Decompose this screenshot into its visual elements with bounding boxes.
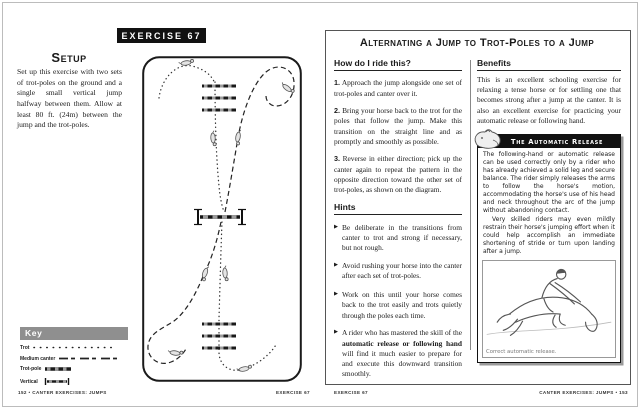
vertical-jump-icon <box>194 209 246 225</box>
hints-heading: Hints <box>334 202 462 215</box>
key-label: Medium canter <box>20 355 56 362</box>
hint-item <box>334 223 462 254</box>
figure-caption: Correct automatic release. <box>486 348 557 355</box>
left-page-footer-exercise: EXERCISE 67 <box>275 390 310 395</box>
course-diagram-svg <box>142 56 302 382</box>
key-label: Trot-pole <box>20 366 42 373</box>
jumping-horse-sketch <box>483 261 615 357</box>
right-page-footer-exercise: EXERCISE 67 <box>334 390 369 395</box>
canter-line-sample-icon <box>58 356 120 361</box>
key-legend <box>20 327 128 386</box>
key-item-trot-pole <box>20 366 128 372</box>
hint-item <box>334 290 462 321</box>
right-page-folio: CANTER EXERCISES: JUMPS • 153 <box>539 390 628 395</box>
automatic-release-heading: The Automatic Release <box>478 135 620 148</box>
step-number: 2. <box>334 106 340 116</box>
horse-head-icon <box>471 128 503 151</box>
sidebar-paragraph-1: The following-hand or automatic release can be used correctly only by a rider who has already achieved a solid leg and secure balance. The rider simply releases the arms to follow the horse's motion, accommodating the horse's use of his head and neck throughout the arc of the jump without abandoning contact. <box>483 151 615 215</box>
how-heading: How do I ride this? <box>334 58 462 71</box>
hint-text-bold: automatic release or following hand <box>342 338 462 348</box>
how-to-column <box>334 58 462 384</box>
page-title: Alternating a Jump to Trot-Poles to a Jump <box>359 37 595 49</box>
step-1 <box>334 78 462 98</box>
left-page-folio: 152 • CANTER EXERCISES: JUMPS <box>18 390 107 395</box>
benefits-column <box>477 58 621 363</box>
automatic-release-box <box>477 134 621 362</box>
trot-pole-sample-icon <box>44 366 72 372</box>
triangle-bullet-icon: ▶ <box>334 291 338 298</box>
benefits-heading: Benefits <box>477 58 621 71</box>
triangle-bullet-icon: ▶ <box>334 329 338 336</box>
hint-text: Avoid rushing your horse into the canter after each set of trot-poles. <box>342 260 462 281</box>
automatic-release-text <box>478 148 620 256</box>
hint-text: A rider who has mastered the skill of the <box>342 328 462 338</box>
key-item-vertical <box>20 377 128 386</box>
course-diagram <box>142 56 302 382</box>
trot-line-sample-icon <box>32 345 114 350</box>
triangle-bullet-icon: ▶ <box>334 261 338 268</box>
step-number: 3. <box>334 154 340 164</box>
trot-poles-top <box>202 86 236 110</box>
hint-item <box>334 261 462 281</box>
key-label: Vertical <box>20 378 38 385</box>
benefits-paragraph: This is an excellent schooling exercise for relaxing a tense horse or for settling one that becomes strong after a jump at the canter. It is also an excellent exercise for practicing your automatic release or following hand. <box>477 75 621 125</box>
step-3 <box>334 154 462 195</box>
jumping-horse-figure <box>482 260 616 358</box>
step-text: Bring your horse back to the trot for the poles that follow the jump. Make this transition on the straight line and as promptly and smoothly as possible. <box>334 106 462 146</box>
hint-item <box>334 328 462 379</box>
column-divider <box>470 60 471 350</box>
hint-text: Be deliberate in the transitions from canter to trot and strong if necessary, but not rough. <box>342 222 462 253</box>
exercise-banner: EXERCISE 67 <box>117 28 206 43</box>
setup-paragraph: Set up this exercise with two sets of trot-poles on the ground and a single small vertical jump halfway between them. Allow at least 80 ft. (24m) between the jump and the trot-poles. <box>17 67 122 130</box>
step-text: Approach the jump alongside one set of trot-poles and canter over it. <box>334 78 462 98</box>
vertical-sample-icon <box>41 377 73 386</box>
key-item-medium-canter <box>20 356 128 362</box>
hint-text: will find it much easier to prepare for and execute this downward transition smoothly. <box>342 348 462 379</box>
setup-heading: Setup <box>51 50 87 65</box>
triangle-bullet-icon: ▶ <box>334 223 338 230</box>
key-heading: Key <box>20 327 128 340</box>
step-number: 1. <box>334 78 340 88</box>
key-label: Trot <box>20 344 30 351</box>
step-text: Reverse in either direction; pick up the canter again to repeat the pattern in the opposite direction toward the other set of trot-poles, as shown on the diagram. <box>334 154 462 195</box>
step-2 <box>334 106 462 147</box>
hint-text: Work on this until your horse comes back to the trot easily and trots quietly through the poles each time. <box>342 290 462 320</box>
sidebar-paragraph-2: Very skilled riders may even mildly restrain their horse's jumping effort when it could help accomplish an immediate shortening of stride or turn upon landing after a jump. <box>483 216 615 256</box>
key-item-trot <box>20 345 128 351</box>
